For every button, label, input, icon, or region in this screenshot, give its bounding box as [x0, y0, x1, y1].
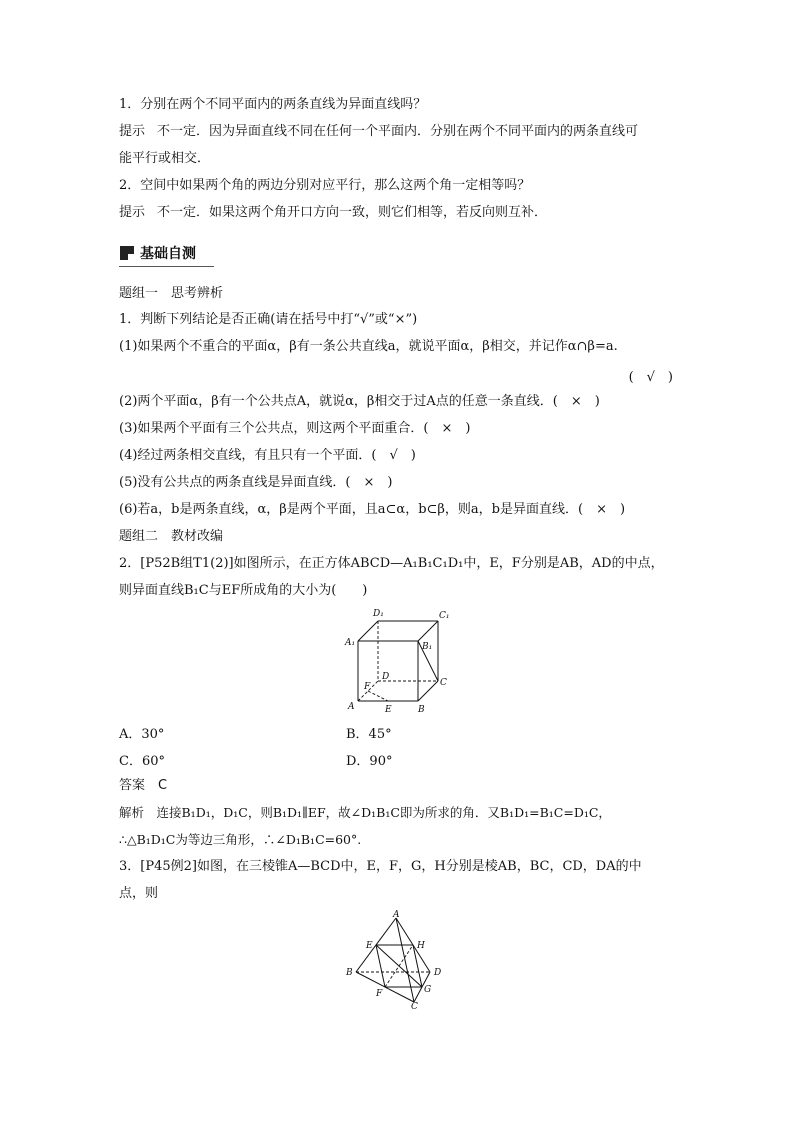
- judgement-item-1: (1)如果两个不重合的平面α，β有一条公共直线a，就说平面α，β相交，并记作α∩β=a.: [119, 339, 618, 354]
- judgement-item-3: (3)如果两个平面有三个公共点，则这两个平面重合．( × ): [119, 421, 471, 436]
- option-d: D．90°: [346, 754, 393, 769]
- tetra-label-E: E: [366, 941, 373, 951]
- group1-title: 题组一 思考辨析: [119, 286, 224, 301]
- label-A1: A₁: [345, 638, 356, 648]
- label-A: A: [348, 702, 355, 712]
- label-F: F: [364, 682, 371, 692]
- hint-label: 提示: [119, 205, 146, 220]
- judgement-item-1-mark: ( √ ): [628, 370, 673, 385]
- intro-question-1: 1．分别在两个不同平面内的两条直线为异面直线吗？: [119, 97, 427, 112]
- option-b: B．45°: [346, 727, 392, 742]
- judgement-item-2: (2)两个平面α，β有一个公共点A，就说α，β相交于过A点的任意一条直线．( × ): [119, 394, 600, 409]
- question-3-line-1: 3．[P45例2]如图，在三棱锥A—BCD中，E，F，G，H分别是棱AB，BC，CD，DA的中: [119, 859, 642, 874]
- label-B1: B₁: [422, 642, 433, 652]
- group2-title: 题组二 教材改编: [119, 529, 224, 544]
- judgement-item-4: (4)经过两条相交直线，有且只有一个平面．( √ ): [119, 448, 416, 463]
- label-D1: D₁: [373, 609, 384, 619]
- hint-text: 不一定．因为异面直线不同在任何一个平面内．分别在两个不同平面内的两条直线可: [157, 124, 639, 139]
- label-E: E: [385, 705, 392, 715]
- tetrahedron-figure: [342, 910, 452, 1010]
- intro-question-2: 2．空间中如果两个角的两边分别对应平行，那么这两个角一定相等吗？: [119, 178, 531, 193]
- question-2-line-2: 则异面直线B₁C与EF所成角的大小为( ): [119, 583, 368, 598]
- tetra-label-H: H: [417, 941, 425, 951]
- analysis-line-1: 解析 连接B₁D₁，D₁C，则B₁D₁∥EF，故∠D₁B₁C即为所求的角．又B₁D₁=B₁C=D₁C，: [119, 805, 611, 820]
- question-2-line-1: 2．[P52B组T1(2)]如图所示，在正方体ABCD—A₁B₁C₁D₁中，E，F分别是AB，AD的中点，: [119, 556, 664, 571]
- hint-text: 不一定．如果这两个角开口方向一致，则它们相等，若反向则互补．: [157, 205, 548, 220]
- tetra-label-G: G: [424, 985, 432, 995]
- analysis-line-2: ∴△B₁D₁C为等边三角形，∴∠D₁B₁C=60°.: [119, 832, 362, 847]
- judgement-item-6: (6)若a，b是两条直线，α，β是两个平面，且a⊂α，b⊂β，则a，b是异面直线．( × ): [119, 502, 626, 517]
- section-underline: [119, 266, 214, 267]
- question-3-line-2: 点，则: [119, 886, 159, 901]
- label-B: B: [418, 705, 425, 715]
- intro-hint-2: [119, 204, 547, 222]
- intro-hint-1: [119, 123, 638, 141]
- tetra-label-F: F: [376, 989, 383, 999]
- option-a: A．30°: [119, 727, 165, 742]
- hint-label: 提示: [119, 124, 146, 139]
- section-header: [119, 242, 214, 268]
- tetra-label-C: C: [411, 1002, 418, 1010]
- label-D: D: [382, 672, 390, 682]
- answer: 答案 C: [119, 778, 168, 793]
- label-C1: C₁: [439, 611, 450, 621]
- option-c: C．60°: [119, 754, 165, 769]
- cube-figure: [340, 603, 460, 718]
- tetra-label-B: B: [346, 968, 353, 978]
- tetra-label-A: A: [393, 910, 400, 920]
- label-C: C: [440, 678, 447, 688]
- tetra-label-D: D: [434, 968, 442, 978]
- section-title: 基础自测: [140, 246, 196, 262]
- judgement-item-5: (5)没有公共点的两条直线是异面直线．( × ): [119, 475, 393, 490]
- intro-hint-1-cont: 能平行或相交．: [119, 151, 211, 166]
- group1-question-stem: 1．判断下列结论是否正确(请在括号中打“√”或“×”): [119, 312, 418, 327]
